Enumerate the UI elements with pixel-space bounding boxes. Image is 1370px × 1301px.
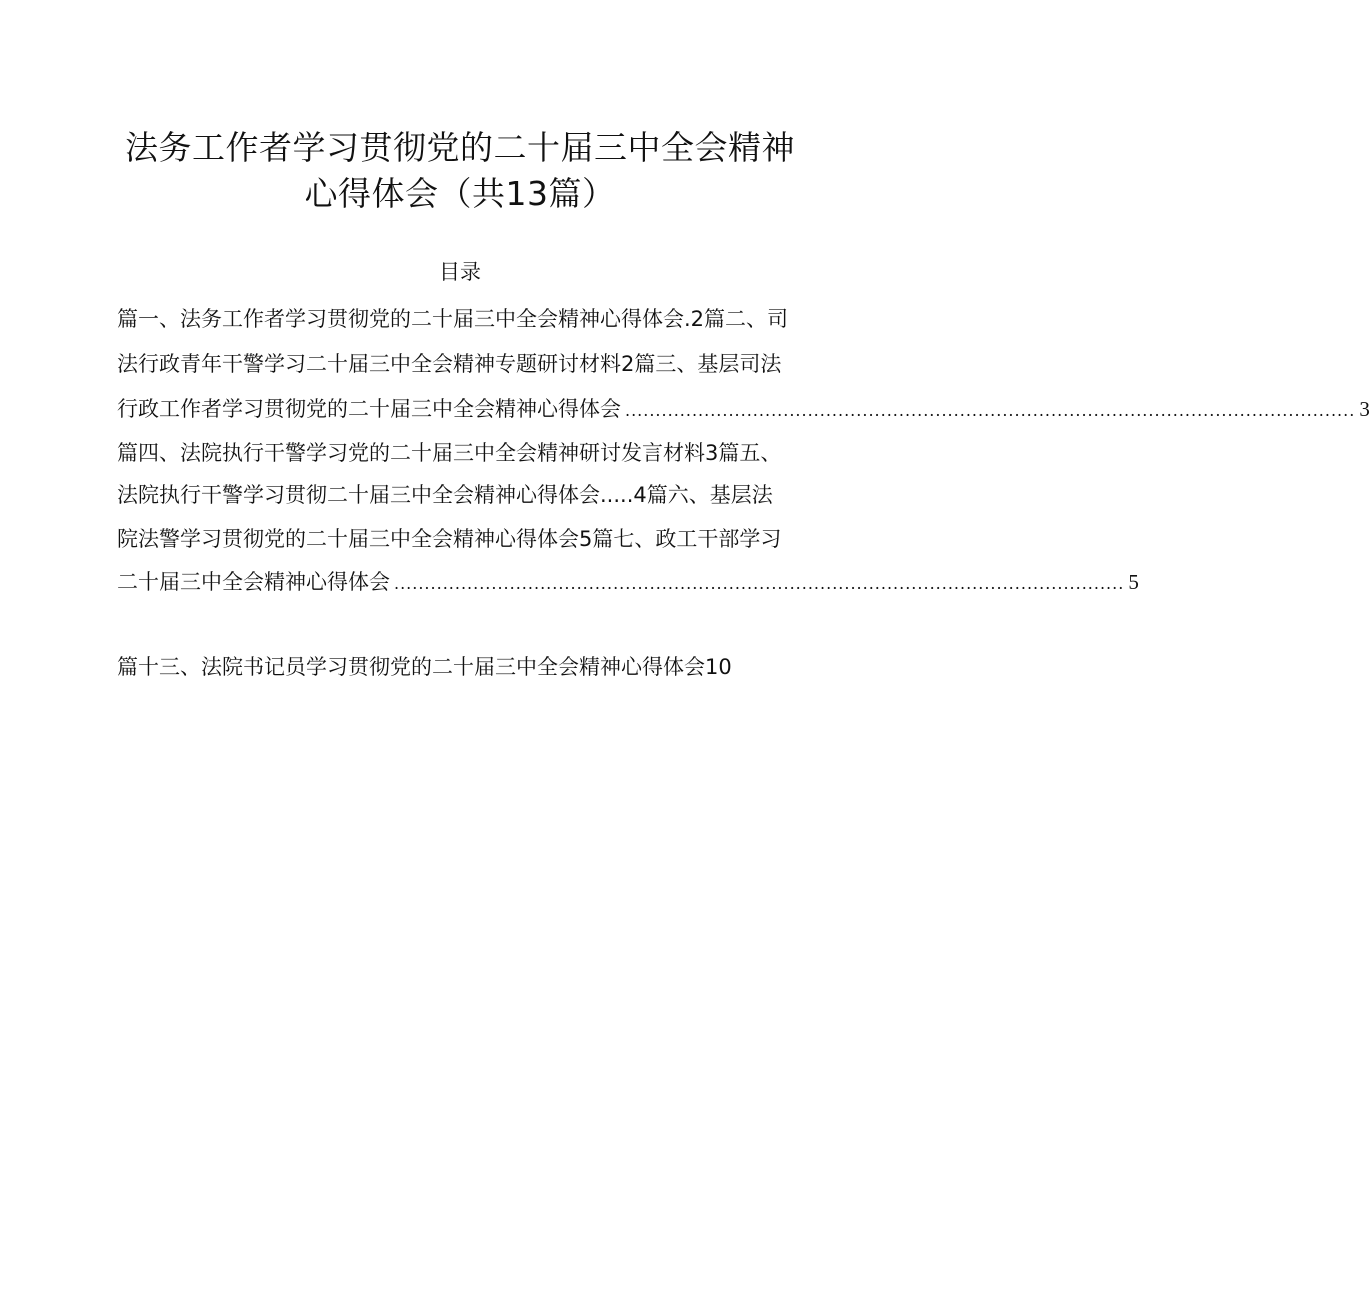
toc-entry-line[interactable] [117, 568, 1139, 598]
toc-entry-line[interactable]: 篇一、法务工作者学习贯彻党的二十届三中全会精神心得体会.2篇二、司 [117, 307, 789, 331]
toc-leader-dots: ........................................................................................................................ [625, 401, 1356, 420]
toc-entry-line[interactable]: 院法警学习贯彻党的二十届三中全会精神心得体会5篇七、政工干部学习 [117, 527, 782, 551]
document-title-line-1: 法务工作者学习贯彻党的二十届三中全会精神 [125, 128, 795, 167]
toc-entry-text: 行政工作者学习贯彻党的二十届三中全会精神心得体会 [117, 397, 621, 421]
toc-page-number: 3 [1359, 397, 1370, 421]
toc-heading: 目录 [439, 260, 481, 284]
toc-entry-line[interactable]: 法行政青年干警学习二十届三中全会精神专题研讨材料2篇三、基层司法 [117, 352, 782, 376]
toc-entry-line[interactable]: 篇四、法院执行干警学习党的二十届三中全会精神研讨发言材料3篇五、 [117, 441, 782, 465]
toc-page-number: 5 [1128, 570, 1139, 594]
toc-entry-text: 二十届三中全会精神心得体会 [117, 570, 390, 594]
toc-entry-line[interactable]: 篇十三、法院书记员学习贯彻党的二十届三中全会精神心得体会10 [117, 655, 732, 679]
toc-leader-dots: ........................................................................................................................ [394, 574, 1125, 593]
document-title-line-2: 心得体会（共13篇） [304, 174, 616, 213]
toc-entry-line[interactable]: 法院执行干警学习贯彻二十届三中全会精神心得体会.....4篇六、基层法 [117, 483, 773, 507]
toc-entry-line[interactable] [117, 395, 1370, 425]
